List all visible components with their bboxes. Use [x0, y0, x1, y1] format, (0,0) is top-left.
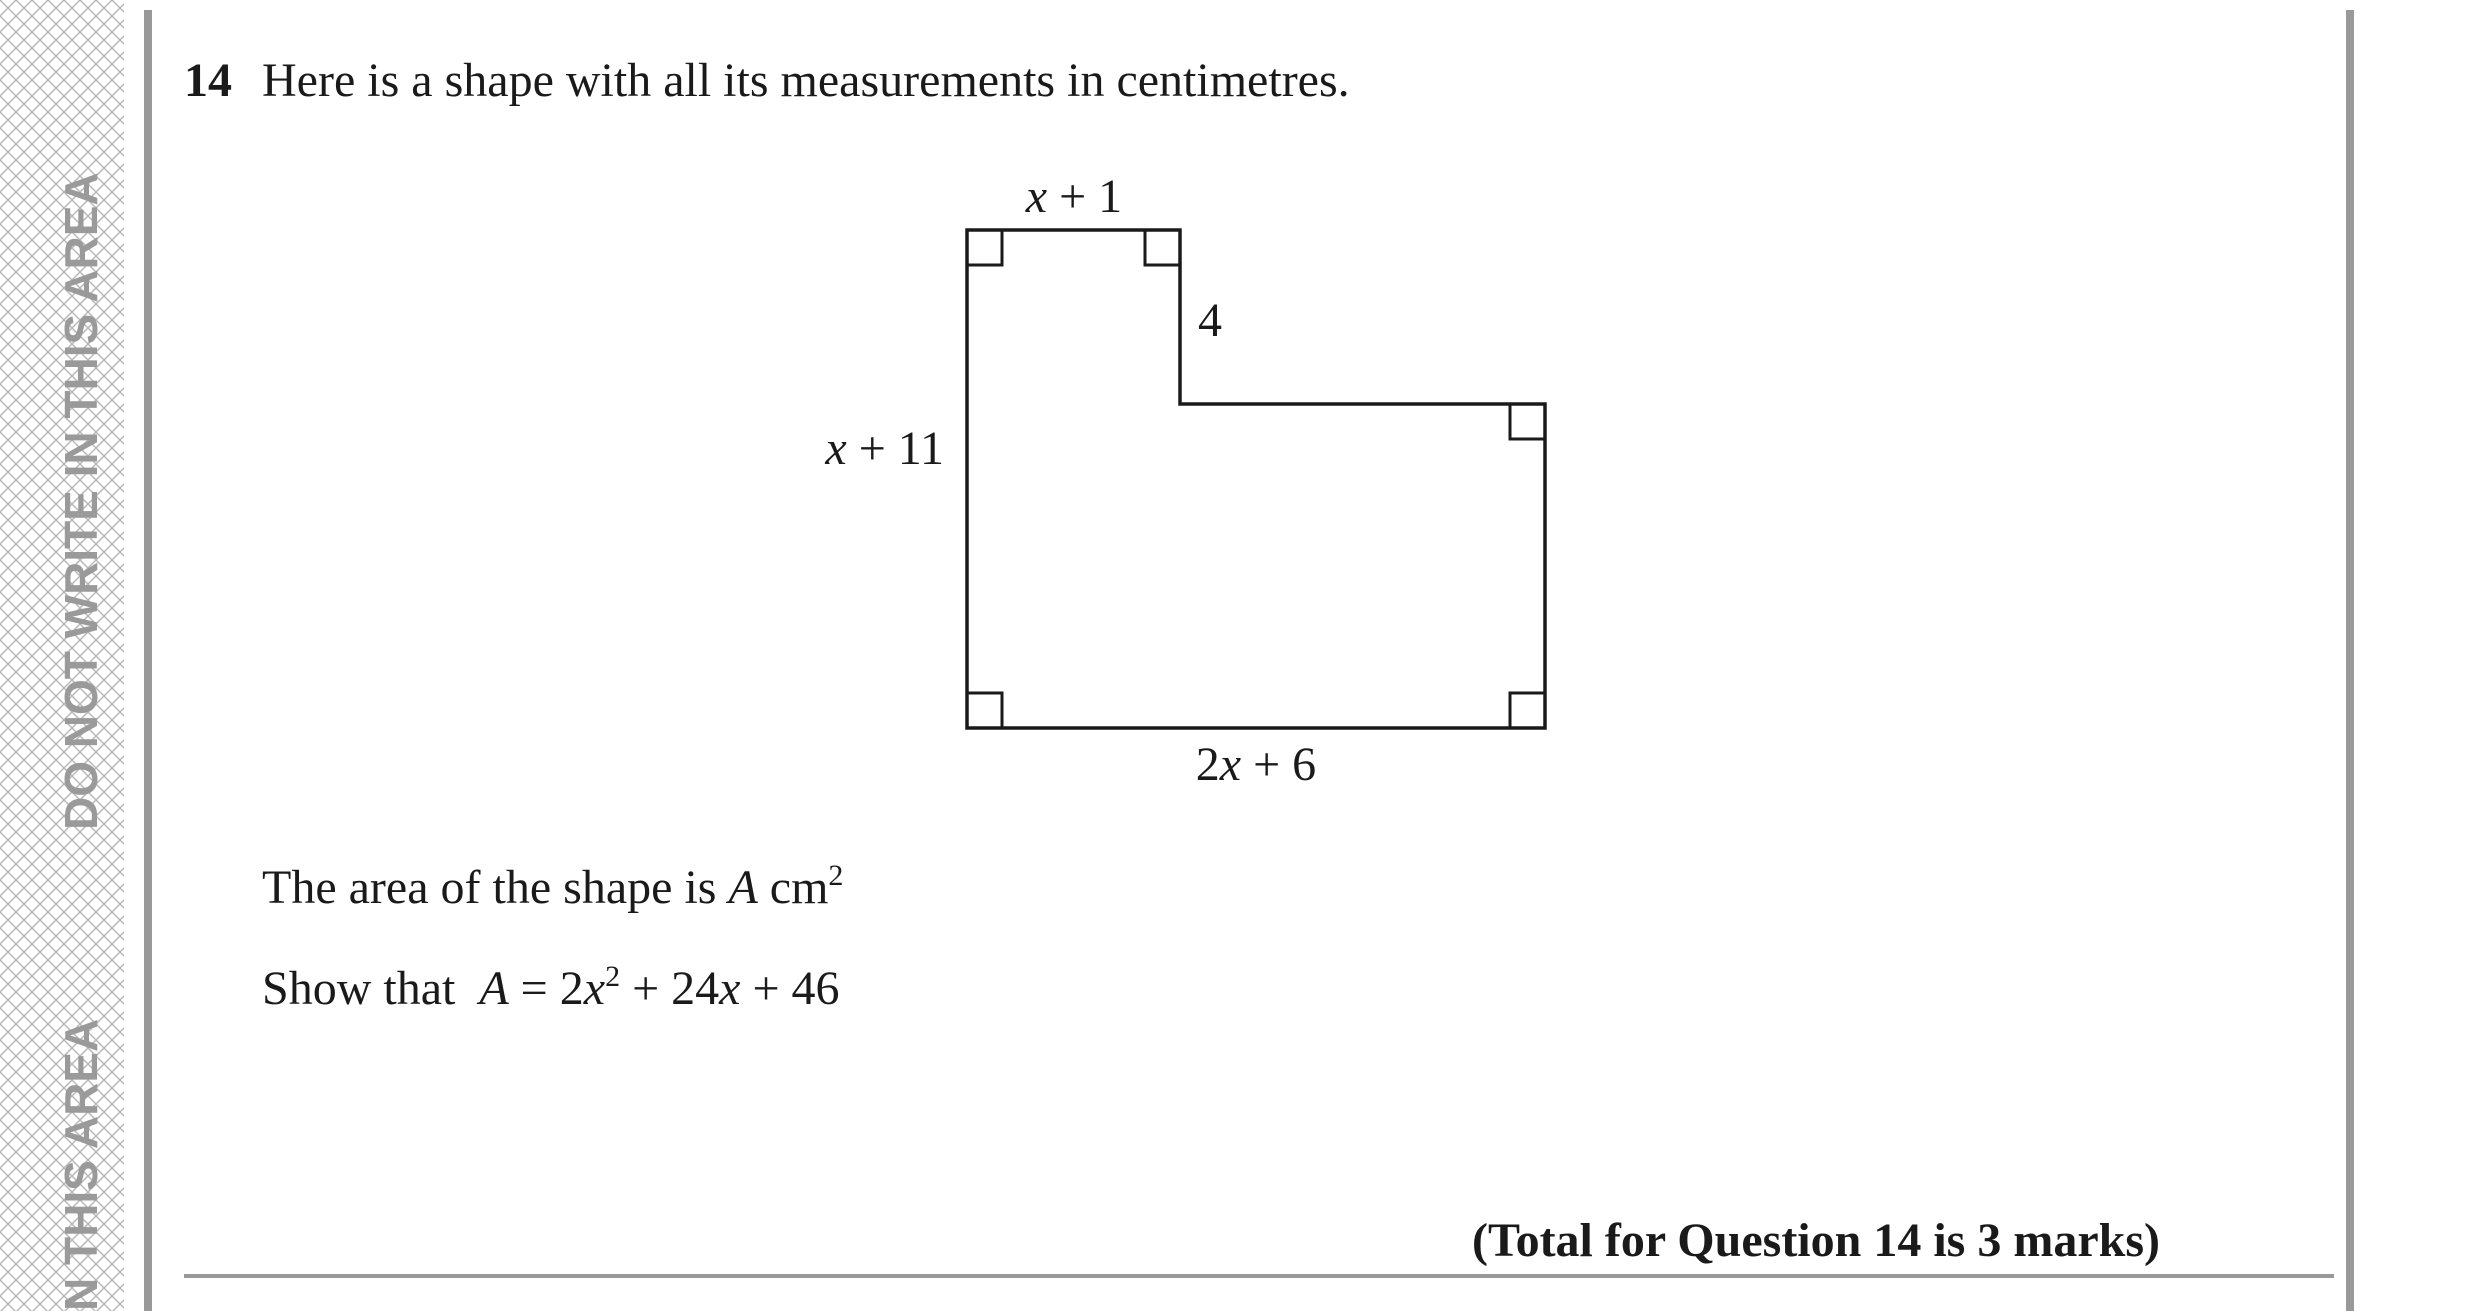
label-left-side: x + 11: [825, 422, 944, 475]
footer-rule: [184, 1274, 2334, 1278]
right-angle-mark-right-upper: [1510, 404, 1545, 439]
right-border-line: [2346, 10, 2354, 1311]
question-number: 14: [184, 54, 232, 107]
margin-warning-text-partial: N THIS AREA: [55, 1018, 107, 1311]
right-angle-mark-bottom-left: [967, 693, 1002, 728]
right-angle-mark-top-notch: [1145, 230, 1180, 265]
right-angle-marks: [967, 230, 1545, 728]
show-that-statement: Show that $A = 2x^2 + 24x + 46$: [262, 960, 840, 1015]
question-intro: Here is a shape with all its measurements in centimetres.: [262, 54, 1350, 107]
margin-border-line: [144, 10, 152, 1311]
right-angle-mark-bottom-right: [1510, 693, 1545, 728]
total-marks: (Total for Question 14 is 3 marks): [1471, 1214, 2160, 1267]
area-statement: The area of the shape is A $cm^2$: [262, 859, 844, 914]
right-angle-mark-top-left: [967, 230, 1002, 265]
label-top-side: x + 1: [1025, 170, 1123, 223]
margin-warning-text: DO NOT WRITE IN THIS AREA: [55, 172, 107, 830]
label-notch-side: 4: [1198, 294, 1222, 347]
shape-diagram: [824, 170, 1545, 791]
l-shape-outline: [967, 230, 1545, 728]
label-bottom-side: 2x + 6: [1195, 738, 1317, 791]
margin-strip: [0, 0, 152, 1311]
